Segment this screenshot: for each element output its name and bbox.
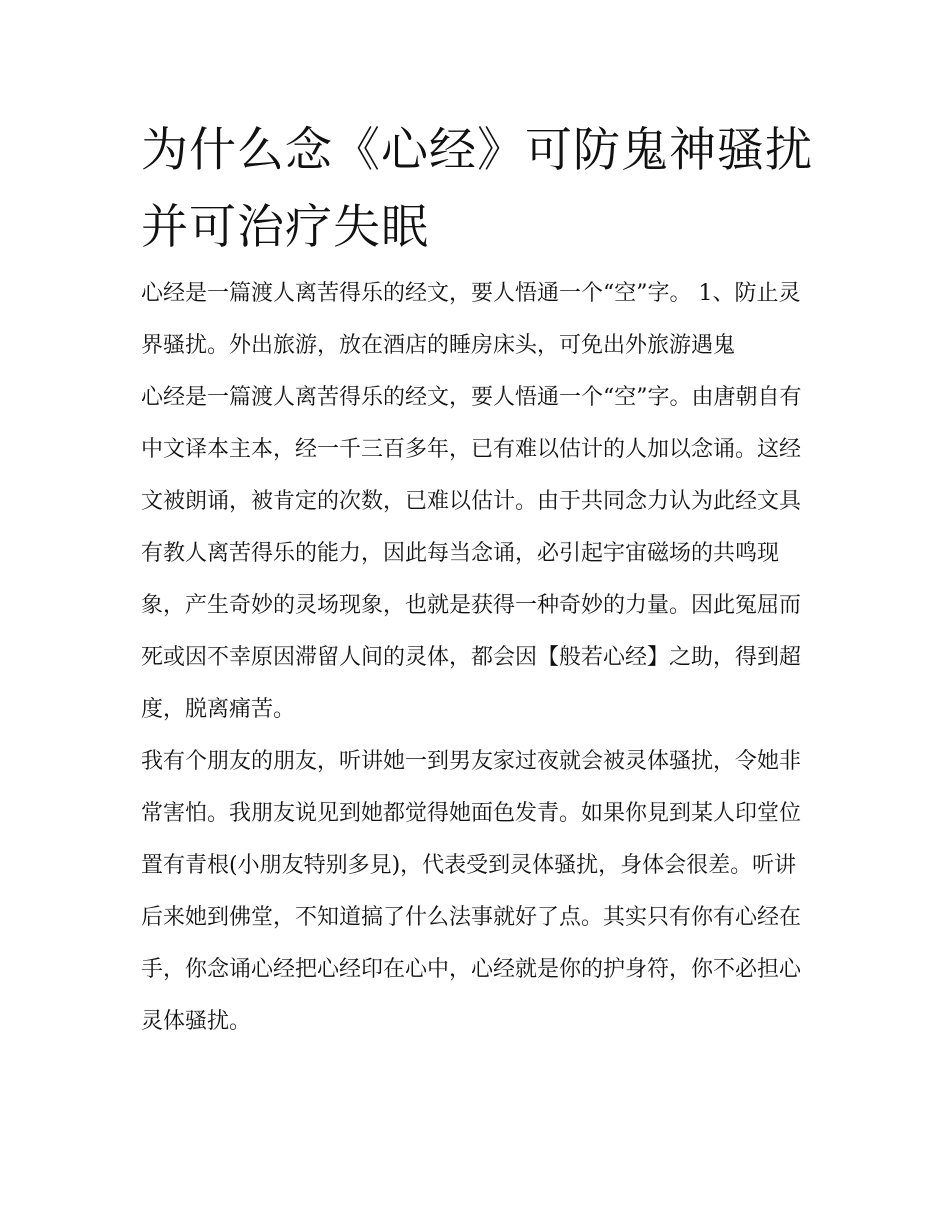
paragraph-history: 心经是一篇渡人离苦得乐的经文，要人悟通一个“空”字。由唐朝自有中文译本主本，经一千三百多年，已有难以估计的人加以念诵。这经文被朗诵，被肯定的次数，已难以估计。由于共同念力认为此经文具有教人离苦得乐的能力，因此每当念诵，必引起宇宙磁场的共鸣现象，产生奇妙的灵场现象，也就是获得一种奇妙的力量。因此冤屈而死或因不幸原因滞留人间的灵体，都会因【般若心经】之助，得到超度，脱离痛苦。 [141,385,802,722]
document-title: 为什么念《心经》可防鬼神骚扰并可治疗失眠 [141,123,813,255]
document-page [141,112,813,1048]
paragraph-intro: 心经是一篇渡人离苦得乐的经文，要人悟通一个“空”字。 1、防止灵界骚扰。外出旅游，放在酒店的睡房床头，可免出外旅游遇鬼 [141,281,801,358]
paragraph-anecdote: 我有个朋友的朋友，听讲她一到男友家过夜就会被灵体骚扰，令她非常害怕。我朋友说见到她都觉得她面色发青。如果你見到某人印堂位置有青根(小朋友特别多見)，代表受到灵体骚扰，身体会很差。听讲后来她到佛堂，不知道搞了什么法事就好了点。其实只有你有心经在手，你念诵心经把心经印在心中，心经就是你的护身符，你不必担心灵体骚扰。 [141,749,802,1034]
title-block [141,112,813,266]
